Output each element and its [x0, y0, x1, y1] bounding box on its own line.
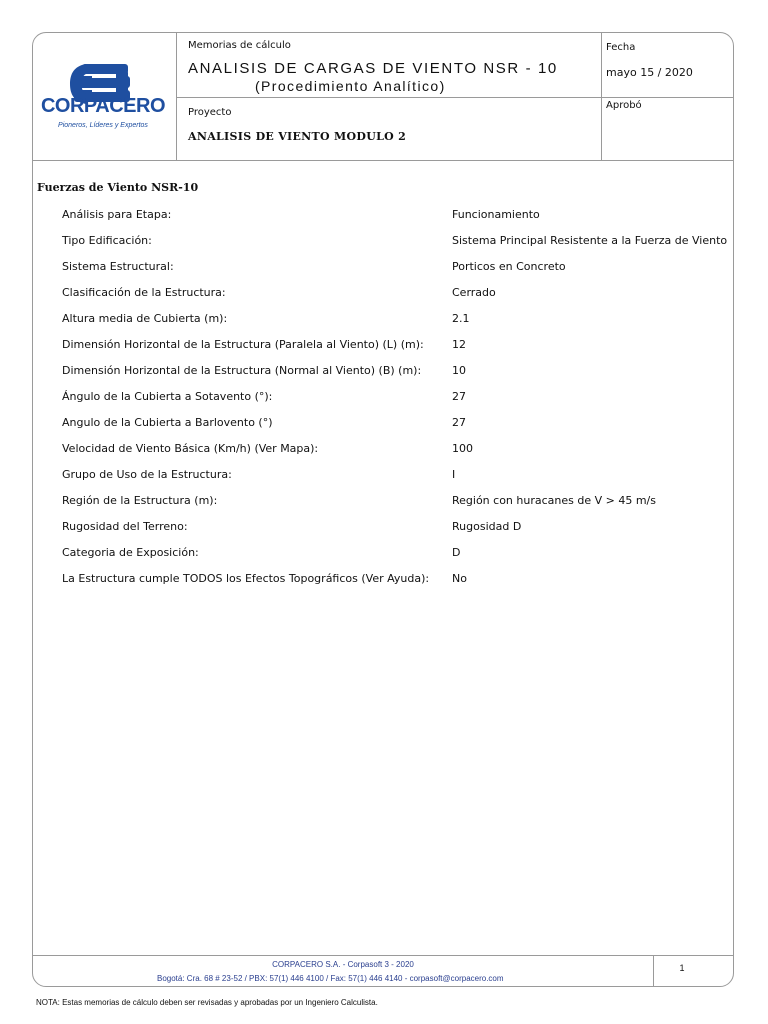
row-label: La Estructura cumple TODOS los Efectos Topográficos (Ver Ayuda):	[62, 572, 430, 585]
row-value: 2.1	[452, 312, 470, 325]
project-name: ANALISIS DE VIENTO MODULO 2	[188, 130, 407, 143]
list-item	[0, 205, 768, 231]
list-item	[0, 517, 768, 543]
list-item	[0, 361, 768, 387]
row-value: 27	[452, 416, 466, 429]
row-label: Dimensión Horizontal de la Estructura (Paralela al Viento) (L) (m):	[62, 338, 424, 351]
footer-top-divider	[33, 955, 733, 956]
row-value: 10	[452, 364, 466, 377]
list-item	[0, 491, 768, 517]
row-label: Altura media de Cubierta (m):	[62, 312, 228, 325]
row-label: Velocidad de Viento Básica (Km/h) (Ver Mapa):	[62, 442, 319, 455]
header-mid-divider	[176, 97, 733, 98]
list-item	[0, 439, 768, 465]
row-label: Ángulo de la Cubierta a Sotavento (°):	[62, 390, 273, 403]
list-item	[0, 335, 768, 361]
date-value: mayo 15 / 2020	[606, 66, 693, 79]
document-title: ANALISIS DE CARGAS DE VIENTO NSR - 10	[188, 60, 558, 77]
section-title: Fuerzas de Viento NSR-10	[37, 181, 199, 194]
footer-contact: Bogotá: Cra. 68 # 23-52 / PBX: 57(1) 446 4100 / Fax: 57(1) 446 4140 - corpasoft@corpacero.com	[157, 974, 504, 983]
page-number: 1	[679, 963, 685, 973]
list-item	[0, 413, 768, 439]
list-item	[0, 309, 768, 335]
row-label: Sistema Estructural:	[62, 260, 174, 273]
list-item	[0, 257, 768, 283]
parameter-list	[0, 205, 768, 595]
approved-label: Aprobó	[606, 100, 642, 111]
list-item	[0, 465, 768, 491]
list-item	[0, 387, 768, 413]
row-value: D	[452, 546, 461, 559]
company-tagline: Pioneros, Líderes y Expertos	[58, 122, 148, 129]
row-value: Porticos en Concreto	[452, 260, 566, 273]
list-item	[0, 569, 768, 595]
row-value: Funcionamiento	[452, 208, 540, 221]
memo-label: Memorias de cálculo	[188, 40, 291, 51]
row-label: Dimensión Horizontal de la Estructura (Normal al Viento) (B) (m):	[62, 364, 422, 377]
row-label: Categoria de Exposición:	[62, 546, 199, 559]
header-bottom-divider	[33, 160, 733, 161]
project-label: Proyecto	[188, 107, 232, 118]
row-label: Análisis para Etapa:	[62, 208, 172, 221]
row-value: No	[452, 572, 467, 585]
list-item	[0, 231, 768, 257]
row-value: 100	[452, 442, 473, 455]
row-label: Región de la Estructura (m):	[62, 494, 218, 507]
disclaimer-note: NOTA: Estas memorias de cálculo deben ser revisadas y aprobadas por un Ingeniero Calculista.	[36, 998, 378, 1007]
row-value: 27	[452, 390, 466, 403]
row-label: Angulo de la Cubierta a Barlovento (°)	[62, 416, 273, 429]
row-value: Sistema Principal Resistente a la Fuerza de Viento	[452, 234, 728, 247]
header-left-divider	[176, 33, 177, 161]
row-value: 12	[452, 338, 466, 351]
list-item	[0, 283, 768, 309]
row-value: Cerrado	[452, 286, 496, 299]
footer-company: CORPACERO S.A. - Corpasoft 3 - 2020	[272, 960, 414, 969]
row-value: I	[452, 468, 456, 481]
company-name: CORPACERO	[40, 95, 166, 117]
row-value: Rugosidad D	[452, 520, 522, 533]
row-label: Grupo de Uso de la Estructura:	[62, 468, 232, 481]
row-label: Clasificación de la Estructura:	[62, 286, 226, 299]
list-item	[0, 543, 768, 569]
row-label: Rugosidad del Terreno:	[62, 520, 188, 533]
row-label: Tipo Edificación:	[62, 234, 152, 247]
date-label: Fecha	[606, 42, 636, 53]
header-right-divider	[601, 33, 602, 161]
row-value: Región con huracanes de V > 45 m/s	[452, 494, 656, 507]
document-subtitle: (Procedimiento Analítico)	[255, 78, 446, 94]
